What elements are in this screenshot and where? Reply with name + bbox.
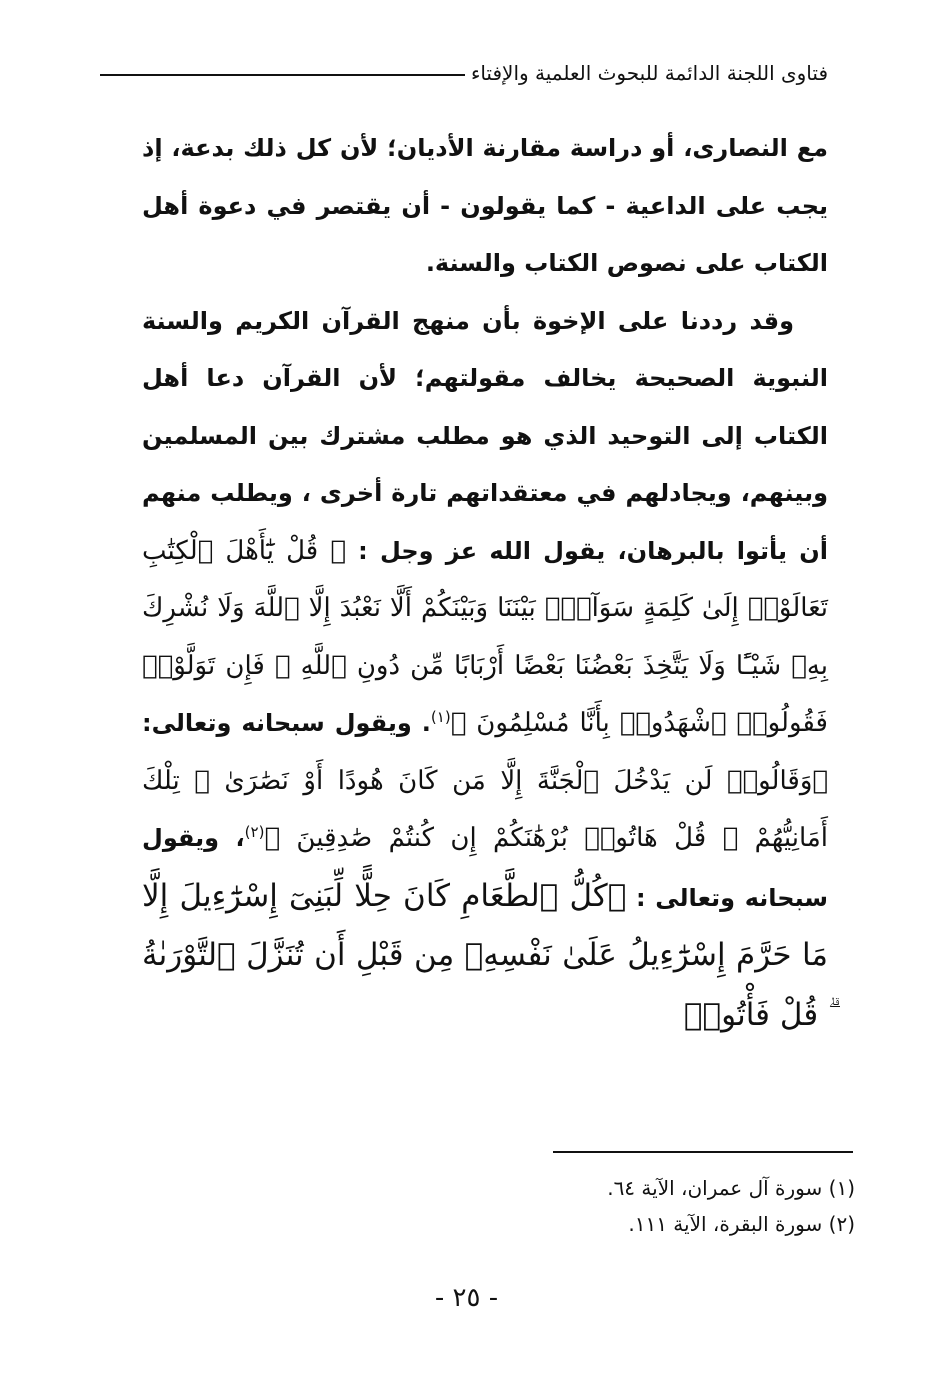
footnote-separator bbox=[553, 1151, 853, 1153]
header-rule bbox=[100, 74, 465, 76]
paragraph-2 bbox=[142, 293, 828, 1047]
paragraph-1: مع النصارى، أو دراسة مقارنة الأديان؛ لأن كل ذلك بدعة، إذ يجب على الداعية - كما يقولون - أن يقتصر في دعوة أهل الكتاب على نصوص الكتاب والسنة. bbox=[142, 134, 828, 277]
paragraph-2-mid: . ويقول سبحانه وتعالى: bbox=[142, 709, 431, 737]
footnote-ref-2: (٢) bbox=[244, 823, 265, 841]
quran-verse-3: ﴿كُلُّ ٱلطَّعَامِ كَانَ حِلًّا لِّبَنِىٓ إِسْرَٰٓءِيلَ إِلَّا مَا حَرَّمَ إِسْرَٰٓءِيلُ عَلَىٰ نَفْسِهِۦ مِن قَبْلِ أَن تُنَزَّلَ ٱلتَّوْرَىٰةُ ۗ قُلْ فَأْتُوا۟ bbox=[142, 877, 828, 1033]
quran-verse-2: ﴿وَقَالُوا۟ لَن يَدْخُلَ ٱلْجَنَّةَ إِلَّا مَن كَانَ هُودًا أَوْ نَصَٰرَىٰ ۗ تِلْكَ أَمَانِيُّهُمْ ۗ قُلْ هَاتُوا۟ بُرْهَٰنَكُمْ إِن كُنتُمْ صَٰدِقِينَ ﴾ bbox=[142, 765, 829, 853]
footnotes bbox=[355, 1170, 855, 1242]
paragraph-2-intro: وقد رددنا على الإخوة بأن منهج القرآن الكريم والسنة النبوية الصحيحة يخالف مقولتهم؛ لأن القرآن دعا أهل الكتاب إلى التوحيد الذي هو مطلب مشترك بين المسلمين وبينهم، ويجادلهم في معتقداتهم تارة أخرى ، ويطلب منهم أن يأتوا بالبرهان، يقول الله عز وجل : bbox=[142, 306, 828, 565]
paragraph-2-end: ، ويقول سبحانه وتعالى : bbox=[142, 824, 828, 912]
running-header bbox=[100, 56, 828, 90]
footnote-ref-1: (١) bbox=[430, 708, 451, 726]
page-number: - ٢٥ - bbox=[434, 1283, 499, 1313]
footnote-2: (٢) سورة البقرة، الآية ١١١. bbox=[628, 1212, 855, 1236]
header-title: فتاوى اللجنة الدائمة للبحوث العلمية والإفتاء bbox=[470, 61, 828, 85]
quran-verse-1: ﴿ قُلْ يَٰٓأَهْلَ ٱلْكِتَٰبِ تَعَالَوْا۟ إِلَىٰ كَلِمَةٍ سَوَآءٍۭ بَيْنَنَا وَبَيْنَكُمْ أَلَّا نَعْبُدَ إِلَّا ٱللَّهَ وَلَا نُشْرِكَ بِهِۦ شَيْـًٔا وَلَا يَتَّخِذَ بَعْضُنَا بَعْضًا أَرْبَابًا مِّن دُونِ ٱللَّهِ ۚ فَإِن تَوَلَّوْا۟ فَقُولُوا۟ ٱشْهَدُوا۟ بِأَنَّا مُسْلِمُونَ ﴾ bbox=[142, 535, 828, 738]
body-text bbox=[142, 120, 828, 1046]
footnote-1: (١) سورة آل عمران، الآية ٦٤. bbox=[607, 1176, 855, 1200]
